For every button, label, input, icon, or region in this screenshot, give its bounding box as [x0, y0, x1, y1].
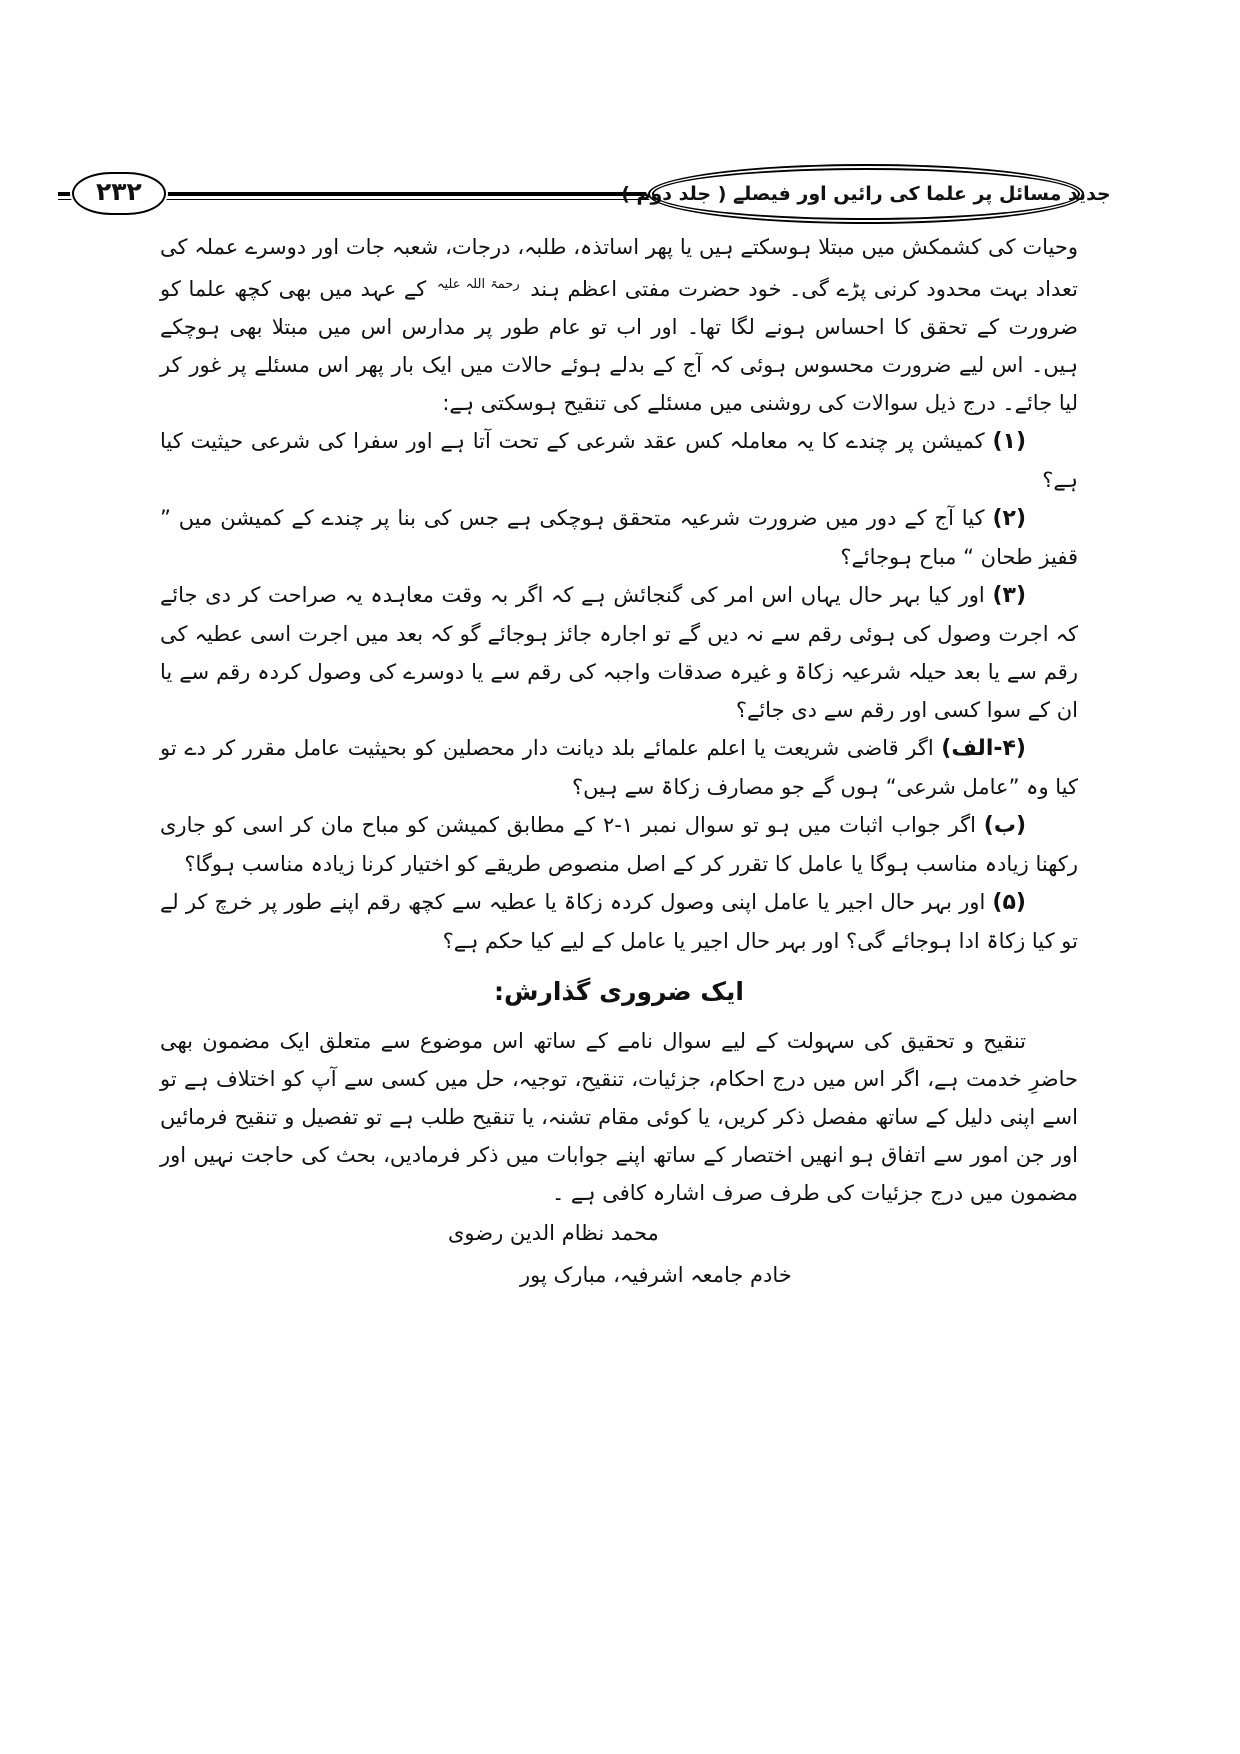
honorific-mark: رحمۃ اللہ علیہ: [436, 277, 520, 292]
question-item-4-alif: [160, 729, 1078, 806]
page-header: [58, 168, 1111, 222]
question-item-2: [160, 499, 1078, 576]
question-item-be: [160, 806, 1078, 883]
intro-text-after: کے عہد میں بھی کچھ علما کو ضرورت کے تحقق کا احساس ہونے لگا تھا۔ اور اب تو عام طور پر مدارس اس میں مبتلا بھی ہوچکے ہیں۔ اس لیے ضرورت محسوس ہوئی کہ آج کے بدلے ہوئے حالات میں ایک بار پھر اس مسئلے پر غور کر لیا جائے۔ درج ذیل سوالات کی روشنی میں مسئلے کی تنقیح ہوسکتی ہے:: [160, 277, 1078, 415]
question-number: (۵): [992, 890, 1026, 915]
question-number: (۴-الف): [941, 736, 1026, 761]
question-number: (۱): [992, 429, 1026, 454]
question-item-1: [160, 422, 1078, 499]
header-title-cartouche: [621, 168, 1111, 220]
question-text: اور بہر حال اجیر یا عامل اپنی وصول کردہ زکاۃ یا عطیہ سے کچھ رقم اپنے طور پر خرچ کر لے تو کیا زکاۃ ادا ہوجائے گی؟ اور بہر حال اجیر یا عامل کے لیے کیا حکم ہے؟: [160, 890, 1078, 953]
notice-heading: ایک ضروری گذارش:: [494, 977, 744, 1006]
question-number: (۲): [992, 506, 1026, 531]
page-number: ۲۳۲: [72, 172, 166, 215]
question-item-5: [160, 883, 1078, 960]
question-text: اگر جواب اثبات میں ہو تو سوال نمبر ۱-۲ کے مطابق کمیشن کو مباح مان کر اسی کو جاری رکھنا زیادہ مناسب ہوگا یا عامل کا تقرر کر کے اصل منصوص طریقے کو اختیار کرنا زیادہ مناسب ہوگا؟: [160, 813, 1078, 876]
question-item-3: [160, 576, 1078, 729]
question-number: (۳): [992, 583, 1026, 608]
question-number: (ب): [983, 813, 1026, 838]
page-content: [160, 228, 1078, 1296]
question-text: کمیشن پر چندے کا یہ معاملہ کس عقد شرعی کے تحت آتا ہے اور سفرا کی شرعی حیثیت کیا ہے؟: [160, 429, 1078, 492]
intro-text-before: وحیات کی کشمکش میں مبتلا ہوسکتے ہیں یا پھر اساتذہ، طلبہ، درجات، شعبہ جات اور دوسرے عملہ کی تعداد بہت محدود کرنی پڑے گی۔ خود حضرت مفتی اعظم ہند: [160, 235, 1078, 301]
question-text: اگر قاضی شریعت یا اعلم علمائے بلد دیانت دار محصلین کو بحیثیت عامل مقرر کر دے تو کیا وہ ”عامل شرعی“ ہوں گے جو مصارف زکاۃ سے ہیں؟: [160, 736, 1078, 799]
signature-name: محمد نظام الدین رضوی: [448, 1221, 659, 1245]
notice-paragraph: تنقیح و تحقیق کی سہولت کے لیے سوال نامے کے ساتھ اس موضوع سے متعلق ایک مضمون بھی حاضرِ خدمت ہے، اگر اس میں درج احکام، جزئیات، تنقیح، توجیہ، حل میں کسی سے آپ کو اختلاف ہے تو اسے اپنی دلیل کے ساتھ مفصل ذکر کریں، یا کوئی مقام تشنہ، یا تنقیح طلب ہے تو تفصیل و تنقیح فرمائیں اور جن امور سے اتفاق ہو انھیں اختصار کے ساتھ اپنے جوابات میں ذکر فرمادیں، بحث کی حاجت نہیں اور مضمون میں درج جزئیات کی طرف صرف اشارہ کافی ہے ۔: [160, 1029, 1078, 1205]
question-text: اور کیا بہر حال یہاں اس امر کی گنجائش ہے کہ اگر بہ وقت معاہدہ یہ صراحت کر دی جائے کہ اجرت وصول کی ہوئی رقم سے نہ دیں گے تو اجارہ جائز ہوجائے گو کہ بعد میں اجرت اسی عطیہ کی رقم سے یا بعد حیلہ شرعیہ زکاۃ و غیرہ صدقات واجبہ کی رقم سے یا دوسرے کی وصول کردہ رقم سے یا ان کے سوا کسی اور رقم سے دی جائے؟: [160, 583, 1078, 722]
signature-title: خادم جامعہ اشرفیہ، مبارک پور: [520, 1263, 792, 1287]
question-text: کیا آج کے دور میں ضرورت شرعیہ متحقق ہوچکی ہے جس کی بنا پر چندے کے کمیشن میں ” قفیز طحان “ مباح ہوجائے؟: [160, 506, 1078, 569]
intro-paragraph: [160, 228, 1078, 422]
header-title: جدید مسائل پر علما کی رائیں اور فیصلے ( جلد دوم ): [621, 183, 1111, 205]
